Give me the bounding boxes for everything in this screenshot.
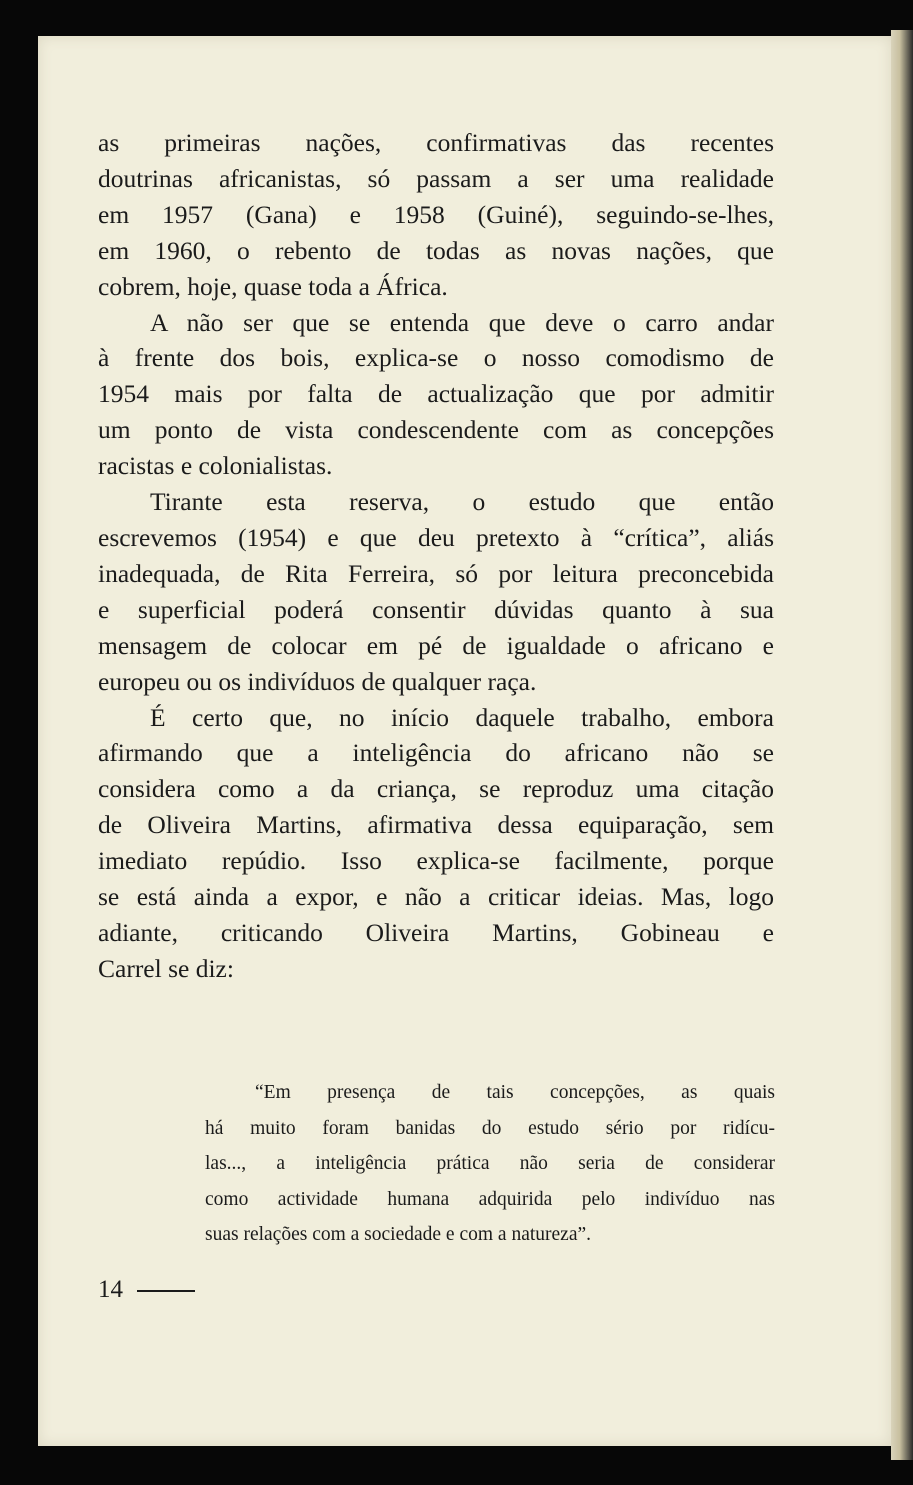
text-line: à frente dos bois, explica-se o nosso comodismo de — [98, 343, 774, 373]
page-edge-shadow — [891, 30, 913, 1460]
paragraph-4 — [98, 700, 774, 987]
text-line: cobrem, hoje, quase toda a África. — [98, 271, 448, 301]
paragraph-2 — [98, 305, 774, 485]
page-number: 14 — [98, 1276, 123, 1303]
body-text — [98, 125, 774, 987]
text-line: um ponto de vista condescendente com as concepções — [98, 415, 774, 445]
text-line: em 1957 (Gana) e 1958 (Guiné), seguindo-se-lhes, — [98, 199, 774, 229]
quote-line: como actividade humana adquirida pelo indivíduo nas — [205, 1188, 775, 1210]
text-line: mensagem de colocar em pé de igualdade o africano e — [98, 630, 774, 660]
text-line: A não ser que se entenda que deve o carro andar — [150, 307, 774, 337]
text-line: adiante, criticando Oliveira Martins, Gobineau e — [98, 917, 774, 947]
text-line: escrevemos (1954) e que deu pretexto à “crítica”, aliás — [98, 522, 774, 552]
paragraph-1 — [98, 125, 774, 305]
text-line: europeu ou os indivíduos de qualquer raça. — [98, 666, 537, 696]
text-line: racistas e colonialistas. — [98, 451, 333, 481]
quote-line: há muito foram banidas do estudo sério por ridícu- — [205, 1117, 775, 1139]
quote-line: las..., a inteligência prática não seria de considerar — [205, 1153, 775, 1174]
text-line: as primeiras nações, confirmativas das recentes — [98, 128, 774, 157]
page-footer — [98, 1276, 195, 1304]
footer-rule — [137, 1290, 195, 1292]
text-line: de Oliveira Martins, afirmativa dessa equiparação, sem — [98, 810, 774, 840]
block-quote — [205, 1075, 775, 1253]
text-line: considera como a da criança, se reproduz uma citação — [98, 774, 774, 804]
text-line: imediato repúdio. Isso explica-se facilmente, porque — [98, 846, 774, 876]
text-line: Tirante esta reserva, o estudo que então — [150, 487, 774, 517]
text-line: e superficial poderá consentir dúvidas quanto à sua — [98, 594, 774, 624]
text-line: afirmando que a inteligência do africano não se — [98, 738, 774, 768]
text-line: em 1960, o rebento de todas as novas nações, que — [98, 235, 774, 265]
text-line: Carrel se diz: — [98, 953, 234, 983]
text-line: 1954 mais por falta de actualização que por admitir — [98, 379, 774, 409]
text-line: doutrinas africanistas, só passam a ser uma realidade — [98, 163, 774, 193]
text-line: inadequada, de Rita Ferreira, só por leitura preconcebida — [98, 558, 774, 588]
paragraph-3 — [98, 484, 774, 699]
quote-line: “Em presença de tais concepções, as quais — [255, 1082, 775, 1103]
quote-line: suas relações com a sociedade e com a natureza”. — [205, 1224, 592, 1245]
text-line: É certo que, no início daquele trabalho, embora — [150, 702, 774, 732]
text-line: se está ainda a expor, e não a criticar ideias. Mas, logo — [98, 882, 774, 912]
